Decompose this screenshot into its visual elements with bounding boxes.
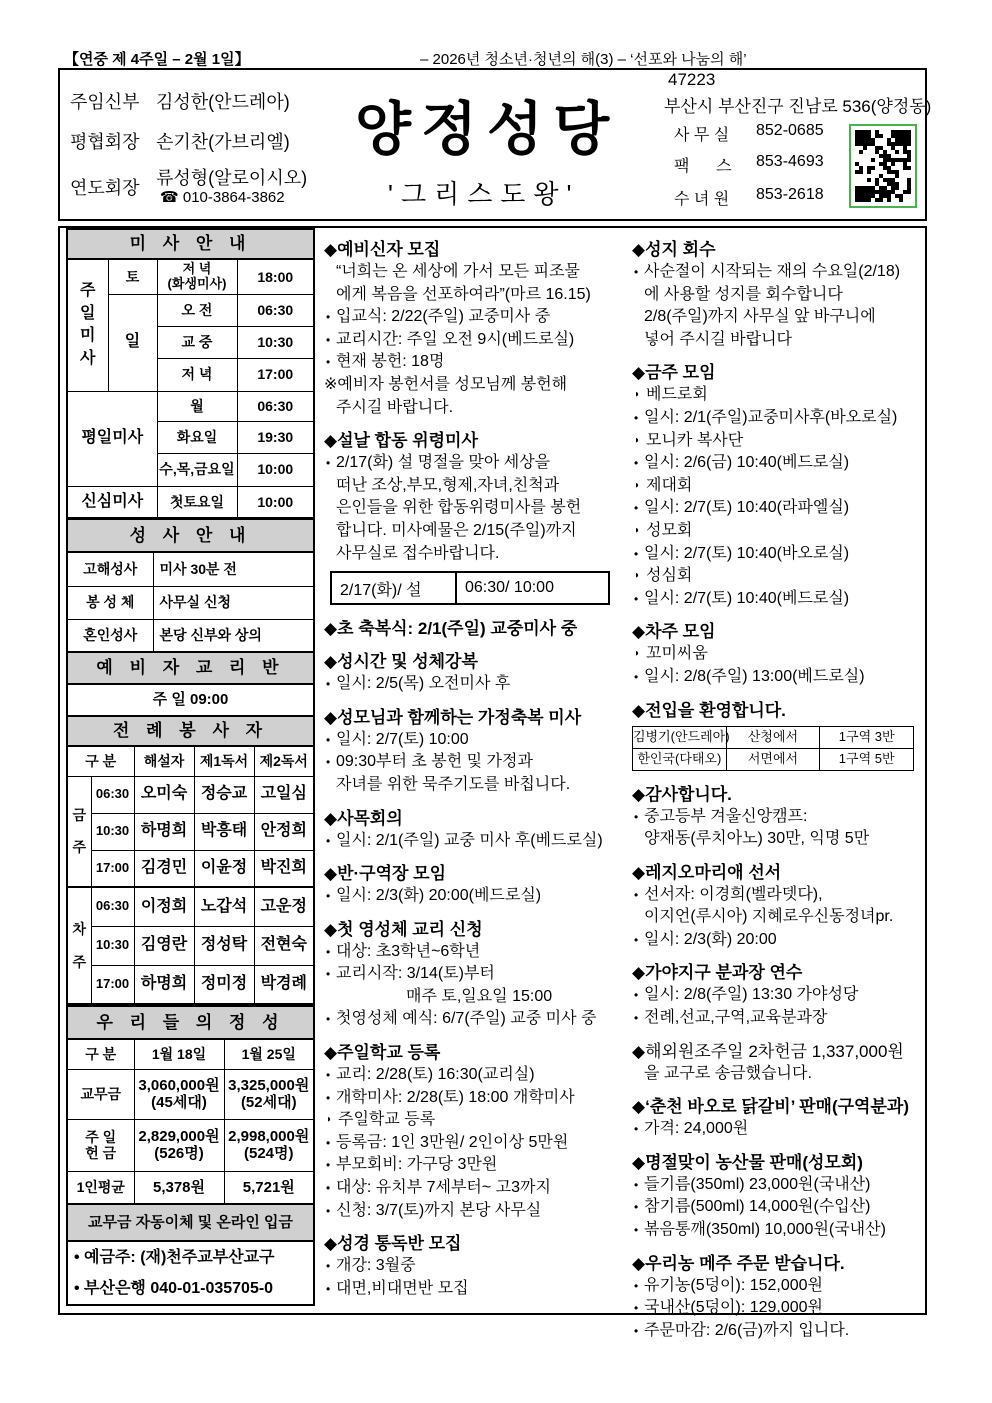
notice-line: 에 사용할 성지를 회수합니다 [644, 285, 843, 303]
notice-line: • 일시: 2/7(토) 10:00 [324, 729, 614, 752]
notice-line: • 현재 봉헌: 18명 [324, 351, 614, 374]
mass-name: 교 중 [157, 326, 237, 358]
bank-account: • 부산은행 040-01-035705-0 [67, 1273, 314, 1305]
mass-time: 06:30 [91, 887, 134, 926]
notice-block [324, 429, 614, 605]
notice-heading: ◆성모님과 함께하는 가정축복 미사 [324, 707, 582, 727]
parish-name: 양정성당 [355, 95, 620, 163]
notice-line: ※예비자 봉헌서를 성모님께 봉헌해 [324, 375, 568, 393]
notice-block [632, 1151, 922, 1242]
notice-line: • 가격: 24,000원 [632, 1118, 922, 1141]
server-name: 노갑석 [194, 887, 254, 926]
notice-subheading: ◗ 꼬미씨움 [632, 643, 922, 666]
sacrament-info: 사무실 신청 [153, 586, 314, 619]
notice-line: • 개학미사: 2/28(토) 18:00 개학미사 [324, 1087, 614, 1110]
postal-code: 47223 [668, 70, 716, 89]
table-row [67, 850, 314, 887]
notice-heading: ◆차주 모임 [632, 622, 716, 642]
notice-line: • 들기름(350ml) 23,000원(국내산) [632, 1174, 922, 1197]
officer-role: 연도회장 [70, 178, 140, 198]
contact-label: 팩 스 [674, 158, 732, 175]
notice-line: 을 교구로 송금했습니다. [644, 1064, 812, 1082]
officer-role: 평협회장 [70, 132, 140, 152]
account-holder: • 예금주: (재)천주교부산교구 [67, 1241, 314, 1273]
section-title: 우 리 들 의 정 성 [67, 1006, 314, 1039]
notice-line: • 교리시간: 주일 오전 9시(베드로실) [324, 329, 614, 352]
notice-line: 합니다. 미사예물은 2/15(주일)까지 [336, 521, 577, 539]
newcomer-cell: 한인국(다태오) [633, 748, 727, 770]
notice-heading: ◆성경 통독반 모집 [324, 1234, 462, 1254]
row-label: 1인평균 [67, 1171, 134, 1204]
issue-date: 【연중 제 4주일 – 2월 1일】 [64, 51, 250, 68]
devotion-mass-label: 신심미사 [67, 486, 157, 518]
notice-heading: ◆가야지구 분과장 연수 [632, 963, 803, 983]
table-row [67, 813, 314, 850]
amount: 3,060,000원 (45세대) [134, 1069, 224, 1119]
notice-heading: ◆‘춘천 바오로 닭갈비’ 판매(구역분과) [632, 1097, 909, 1117]
mass-time-box [330, 571, 610, 605]
notice-heading: ◆성지 회수 [632, 240, 716, 259]
notice-line: 에게 복음을 선포하여라”(마르 16.15) [336, 285, 591, 303]
date-cell: 2/17(화)/ 설 [332, 573, 457, 603]
amount: 2,829,000원 (526명) [134, 1119, 224, 1171]
mass-time: 10:00 [237, 486, 314, 518]
notice-line: • 전례,선교,구역,교육분과장 [632, 1007, 922, 1030]
amount: 5,378원 [134, 1171, 224, 1204]
notice-block [632, 620, 922, 688]
mass-name: 오 전 [157, 294, 237, 326]
server-name: 박경례 [254, 965, 314, 1004]
weekday-mass-label: 평일미사 [67, 391, 157, 486]
notice-line: 매주 토,일요일 15:00 [406, 987, 553, 1005]
server-name: 정성탁 [194, 926, 254, 965]
catechumen-time: 주 일 09:00 [67, 684, 314, 716]
notice-line: • 등록금: 1인 3만원/ 2인이상 5만원 [324, 1132, 614, 1155]
server-name: 이정희 [134, 887, 194, 926]
notice-block [632, 783, 922, 851]
notice-line: 2/8(주일)까지 사무실 앞 바구니에 [644, 308, 876, 326]
table-row [633, 726, 914, 748]
notice-block [632, 961, 922, 1029]
server-name: 정승교 [194, 776, 254, 813]
notice-subheading: ◗ 베드로회 [632, 384, 922, 407]
notice-line: • 국내산(5덩이): 129,000원 [632, 1297, 922, 1320]
notice-line: 사무실로 접수바랍니다. [336, 544, 500, 562]
server-name: 정미정 [194, 965, 254, 1004]
notice-line: • 중고등부 겨울신앙캠프: [632, 806, 922, 829]
notice-subheading: ◗ 성심회 [632, 565, 922, 588]
officer-name: 손기찬(가브리엘) [156, 132, 290, 152]
mass-time: 19:30 [237, 421, 314, 453]
notice-line: • 교리: 2/28(토) 16:30(교리실) [324, 1064, 614, 1087]
amount: 3,325,000원 (52세대) [224, 1069, 314, 1119]
phone: ☎ 010-3864-3862 [160, 189, 285, 206]
newcomer-cell: 서면에서 [726, 748, 820, 770]
notice-line: • 일시: 2/3(화) 20:00(베드로실) [324, 885, 614, 908]
notice-heading: ◆감사합니다. [632, 784, 732, 804]
notices-middle-column [324, 238, 614, 1310]
notice-line: 떠난 조상,부모,형제,자녀,친척과 [336, 476, 560, 494]
section-title: 미 사 안 내 [67, 229, 314, 259]
notice-line: • 일시: 2/5(목) 오전미사 후 [324, 673, 614, 696]
newcomers-table [632, 726, 914, 771]
notice-heading: ◆설날 합동 위령미사 [324, 431, 478, 451]
notice-block [632, 699, 922, 771]
notice-line: • 일시: 2/7(토) 10:40(바오로실) [632, 543, 922, 566]
section-title: 교무금 자동이체 및 온라인 입금 [67, 1204, 314, 1241]
mass-name: 월 [157, 391, 237, 421]
table-row [633, 748, 914, 770]
time-cell: 06:30/ 10:00 [465, 579, 554, 597]
week-label: 차 주 [67, 887, 91, 1004]
notice-line: • 입교식: 2/22(주일) 교중미사 중 [324, 306, 614, 329]
notice-line: • 유기농(5덩이): 152,000원 [632, 1275, 922, 1298]
amount: 5,721원 [224, 1171, 314, 1204]
table-row [67, 1119, 314, 1171]
sunday-mass-label: 주 일 미 사 [67, 259, 108, 391]
notice-block [324, 807, 614, 853]
notice-subheading: ◗ 성모회 [632, 520, 922, 543]
newcomer-cell: 산청에서 [726, 726, 820, 748]
notice-line: • 개강: 3월중 [324, 1255, 614, 1278]
server-name: 하명희 [134, 813, 194, 850]
notice-block [632, 1040, 922, 1086]
notice-line: • 볶음통깨(350ml) 10,000원(국내산) [632, 1219, 922, 1242]
bulletin-body [58, 226, 927, 1339]
mass-schedule-table [66, 228, 315, 519]
sacrament-name: 봉 성 체 [67, 586, 153, 619]
notice-heading: ◆초 축복식: 2/1(주일) 교중미사 중 [324, 619, 578, 639]
notice-line: • 일시: 2/7(토) 10:40(라파엘실) [632, 497, 922, 520]
mass-time: 17:00 [237, 358, 314, 391]
mass-name: 첫토요일 [157, 486, 237, 518]
mass-time: 10:30 [237, 326, 314, 358]
contact-label: 수 녀 원 [674, 191, 730, 208]
contact-number: 853-4693 [756, 153, 824, 170]
notice-heading: ◆반·구역장 모임 [324, 864, 446, 884]
notice-line: 양재동(루치아노) 30만, 익명 5만 [644, 830, 870, 848]
parish-patron: '그리스도왕' [388, 179, 580, 209]
day-label: 일 [108, 294, 157, 391]
officer-name: 류성형(알로이시오) [156, 168, 308, 188]
notice-line: 은인들을 위한 합동위령미사를 봉헌 [336, 499, 582, 517]
notice-subheading: ◗ 모니카 복사단 [632, 430, 922, 453]
sacrament-table [66, 518, 315, 717]
section-title: 성 사 안 내 [67, 519, 314, 552]
day-label: 토 [108, 259, 157, 294]
newcomer-cell: 1구역 5반 [820, 748, 914, 770]
row-label: 주 일 헌 금 [67, 1119, 134, 1171]
notice-line: 자녀를 위한 묵주기도를 바칩니다. [336, 775, 571, 793]
mass-time: 06:30 [237, 391, 314, 421]
notice-heading: ◆금주 모임 [632, 363, 716, 383]
notice-line: • 09:30부터 초 봉헌 및 가정과 [324, 751, 614, 774]
table-row [67, 1171, 314, 1204]
notice-block [324, 862, 614, 908]
notice-line: • 대상: 유치부 7세부터~ 고3까지 [324, 1177, 614, 1200]
mass-time: 18:00 [237, 259, 314, 294]
notice-line: • 부모회비: 가구당 3만원 [324, 1154, 614, 1177]
notice-heading: ◆명절맞이 농산물 판매(성모회) [632, 1152, 863, 1172]
notice-heading: ◆첫 영성체 교리 신청 [324, 919, 483, 939]
notice-line: • 일시: 2/8(주일) 13:00(베드로실) [632, 666, 922, 689]
notices-right-column [632, 238, 922, 1352]
notice-line: • 일시: 2/6(금) 10:40(베드로실) [632, 452, 922, 475]
mass-name: 저 녁 (화생미사) [157, 259, 237, 294]
server-name: 박진희 [254, 850, 314, 887]
mass-name: 화요일 [157, 421, 237, 453]
notice-line: • 신청: 3/7(토)까지 본당 사무실 [324, 1200, 614, 1223]
mass-time: 17:00 [91, 965, 134, 1004]
liturgy-servers-table [66, 715, 315, 1005]
sacrament-name: 혼인성사 [67, 619, 153, 652]
notice-block [324, 650, 614, 696]
mass-time: 17:00 [91, 850, 134, 887]
notice-heading: ◆전입을 환영합니다. [632, 700, 786, 720]
mass-time: 10:30 [91, 813, 134, 850]
notice-line: • 일시: 2/8(주일) 13:30 가야성당 [632, 984, 922, 1007]
notice-heading: ◆주일학교 등록 [324, 1043, 441, 1063]
notice-line: • 일시: 2/1(주일)교중미사후(바오로실) [632, 407, 922, 430]
offering-table [66, 1005, 315, 1306]
column-header: 구 분 [67, 1039, 134, 1069]
column-header: 해설자 [134, 746, 194, 776]
sacrament-name: 고해성사 [67, 552, 153, 586]
table-row [67, 887, 314, 926]
notice-line: • 일시: 2/3(화) 20:00 [632, 929, 922, 952]
notice-line: • 참기름(500ml) 14,000원(수입산) [632, 1196, 922, 1219]
notice-block [324, 238, 614, 419]
mass-time: 06:30 [237, 294, 314, 326]
notice-line: • 대상: 초3학년~6학년 [324, 941, 614, 964]
server-name: 김영란 [134, 926, 194, 965]
notice-line: “너희는 온 세상에 가서 모든 피조물 [336, 263, 580, 280]
server-name: 전현숙 [254, 926, 314, 965]
notice-subheading: ◗ 제대회 [632, 475, 922, 498]
server-name: 김경민 [134, 850, 194, 887]
column-header: 1월 25일 [224, 1039, 314, 1069]
table-row [67, 776, 314, 813]
notice-subheading: ◗ 주일학교 등록 [324, 1109, 614, 1132]
section-title: 예 비 자 교 리 반 [67, 652, 314, 684]
sacrament-info: 미사 30분 전 [153, 552, 314, 586]
table-row [67, 1069, 314, 1119]
officer-name: 김성한(안드레아) [156, 92, 290, 112]
server-name: 오미숙 [134, 776, 194, 813]
notice-line: • 일시: 2/7(토) 10:40(베드로실) [632, 588, 922, 611]
server-name: 박흥태 [194, 813, 254, 850]
notice-heading: ◆성시간 및 성체강복 [324, 652, 478, 672]
row-label: 교무금 [67, 1069, 134, 1119]
notice-line: • 2/17(화) 설 명절을 맞아 세상을 [324, 452, 614, 475]
notice-heading: ◆레지오마리애 선서 [632, 862, 782, 882]
server-name: 고운정 [254, 887, 314, 926]
notice-line: • 교리시작: 3/14(토)부터 [324, 963, 614, 986]
contact-number: 853-2618 [756, 186, 824, 203]
notice-line: • 일시: 2/1(주일) 교중 미사 후(베드로실) [324, 830, 614, 853]
table-row [67, 965, 314, 1004]
mass-time: 10:30 [91, 926, 134, 965]
bulletin-header [58, 68, 932, 221]
sacrament-info: 본당 신부와 상의 [153, 619, 314, 652]
column-header: 제1독서 [194, 746, 254, 776]
address: 부산시 부산진구 진남로 536(양정동) [664, 97, 932, 116]
notice-heading: ◆사목회의 [324, 808, 403, 828]
notice-block [324, 617, 614, 640]
notice-line: • 대면,비대면반 모집 [324, 1278, 614, 1301]
server-name: 이윤정 [194, 850, 254, 887]
notice-block [324, 918, 614, 1031]
column-header: 구 분 [67, 746, 134, 776]
amount: 2,998,000원 (524명) [224, 1119, 314, 1171]
newcomer-cell: 김병기(안드레아) [633, 726, 727, 748]
notice-block [324, 1232, 614, 1300]
officer-role: 주임신부 [70, 92, 140, 112]
contact-number: 852-0685 [756, 122, 824, 139]
column-header: 1월 18일 [134, 1039, 224, 1069]
column-header: 제2독서 [254, 746, 314, 776]
notice-block [632, 238, 922, 351]
notice-line: • 선서자: 이경희(벨라뎃다), [632, 884, 922, 907]
mass-name: 수,목,금요일 [157, 453, 237, 486]
notice-line: • 첫영성체 예식: 6/7(주일) 교중 미사 중 [324, 1008, 614, 1031]
year-theme: – 2026년 청소년·청년의 해(3) – ‘선포와 나눔의 해’ [420, 51, 747, 68]
notice-block [324, 1041, 614, 1222]
notice-line: 주시길 바랍니다. [336, 398, 454, 416]
notice-block [632, 1095, 922, 1141]
notice-line: 이지언(루시아) 지혜로우신동정녀pr. [644, 908, 894, 926]
notice-block [632, 1252, 922, 1343]
notice-line: • 사순절이 시작되는 재의 수요일(2/18) [632, 261, 922, 284]
notice-heading: ◆해외원조주일 2차헌금 1,337,000원 [632, 1041, 904, 1061]
newcomer-cell: 1구역 3반 [820, 726, 914, 748]
mass-time: 06:30 [91, 776, 134, 813]
server-name: 고일심 [254, 776, 314, 813]
notice-line: 넣어 주시길 바랍니다 [644, 330, 792, 348]
section-title: 전 례 봉 사 자 [67, 716, 314, 746]
notice-line: • 주문마감: 2/6(금)까지 입니다. [632, 1320, 922, 1343]
qr-code-icon[interactable] [849, 124, 917, 208]
mass-time: 10:00 [237, 453, 314, 486]
contact-label: 사 무 실 [674, 127, 730, 144]
table-row [67, 926, 314, 965]
notice-heading: ◆예비신자 모집 [324, 240, 441, 259]
week-label: 금 주 [67, 776, 91, 887]
mass-name: 저 녁 [157, 358, 237, 391]
notice-heading: ◆우리농 메주 주문 받습니다. [632, 1253, 845, 1273]
notice-block [632, 861, 922, 952]
server-name: 안정희 [254, 813, 314, 850]
notice-block [324, 706, 614, 797]
server-name: 하명희 [134, 965, 194, 1004]
notice-block [632, 361, 922, 610]
